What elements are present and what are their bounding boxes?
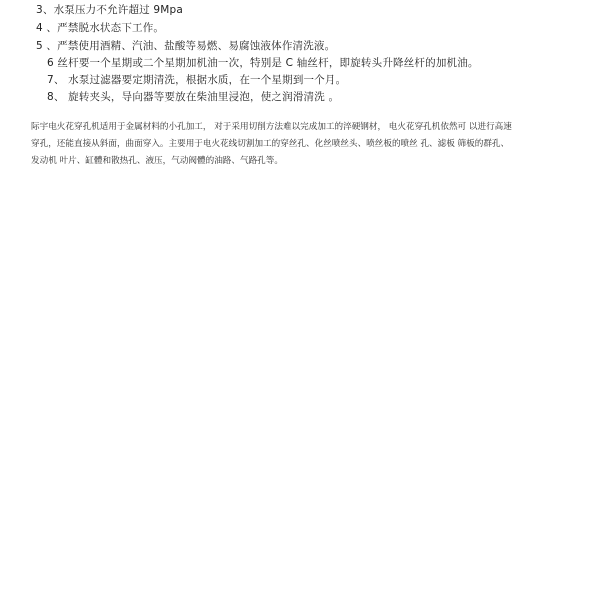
- description-line-2: 穿孔，还能直接从斜面，曲面穿入。主要用于电火花线切割加工的穿丝孔、化丝喷丝头、喷丝板的喷丝 孔、滤板 筛板的群孔、: [31, 139, 510, 149]
- rule-line-3: 3、水泵压力不允许超过 9Mpa: [36, 4, 184, 16]
- rule-line-6: 6 丝杆要一个星期或二个星期加机油一次，特别是 C 轴丝杆，即旋转头升降丝杆的加机油。: [47, 57, 479, 69]
- description-line-1: 际宇电火花穿孔机适用于金属材料的小孔加工， 对于采用切削方法难以完成加工的淬硬钢材， 电火花穿孔机依然可 以进行高速: [31, 122, 512, 132]
- rule-line-8: 8、 旋转夹头，导向器等要放在柴油里浸泡，使之润滑清洗 。: [47, 91, 340, 103]
- rule-line-5: 5 、严禁使用酒精、汽油、盐酸等易燃、易腐蚀液体作清洗液。: [36, 40, 336, 52]
- rule-line-4: 4 、严禁脱水状态下工作。: [36, 22, 165, 34]
- description-line-3: 发动机 叶片、缸體和散热孔、液压，气动阀體的油路、气路孔等。: [31, 156, 283, 166]
- rule-line-7: 7、 水泵过滤器要定期清洗，根据水质，在一个星期到一个月。: [47, 74, 347, 86]
